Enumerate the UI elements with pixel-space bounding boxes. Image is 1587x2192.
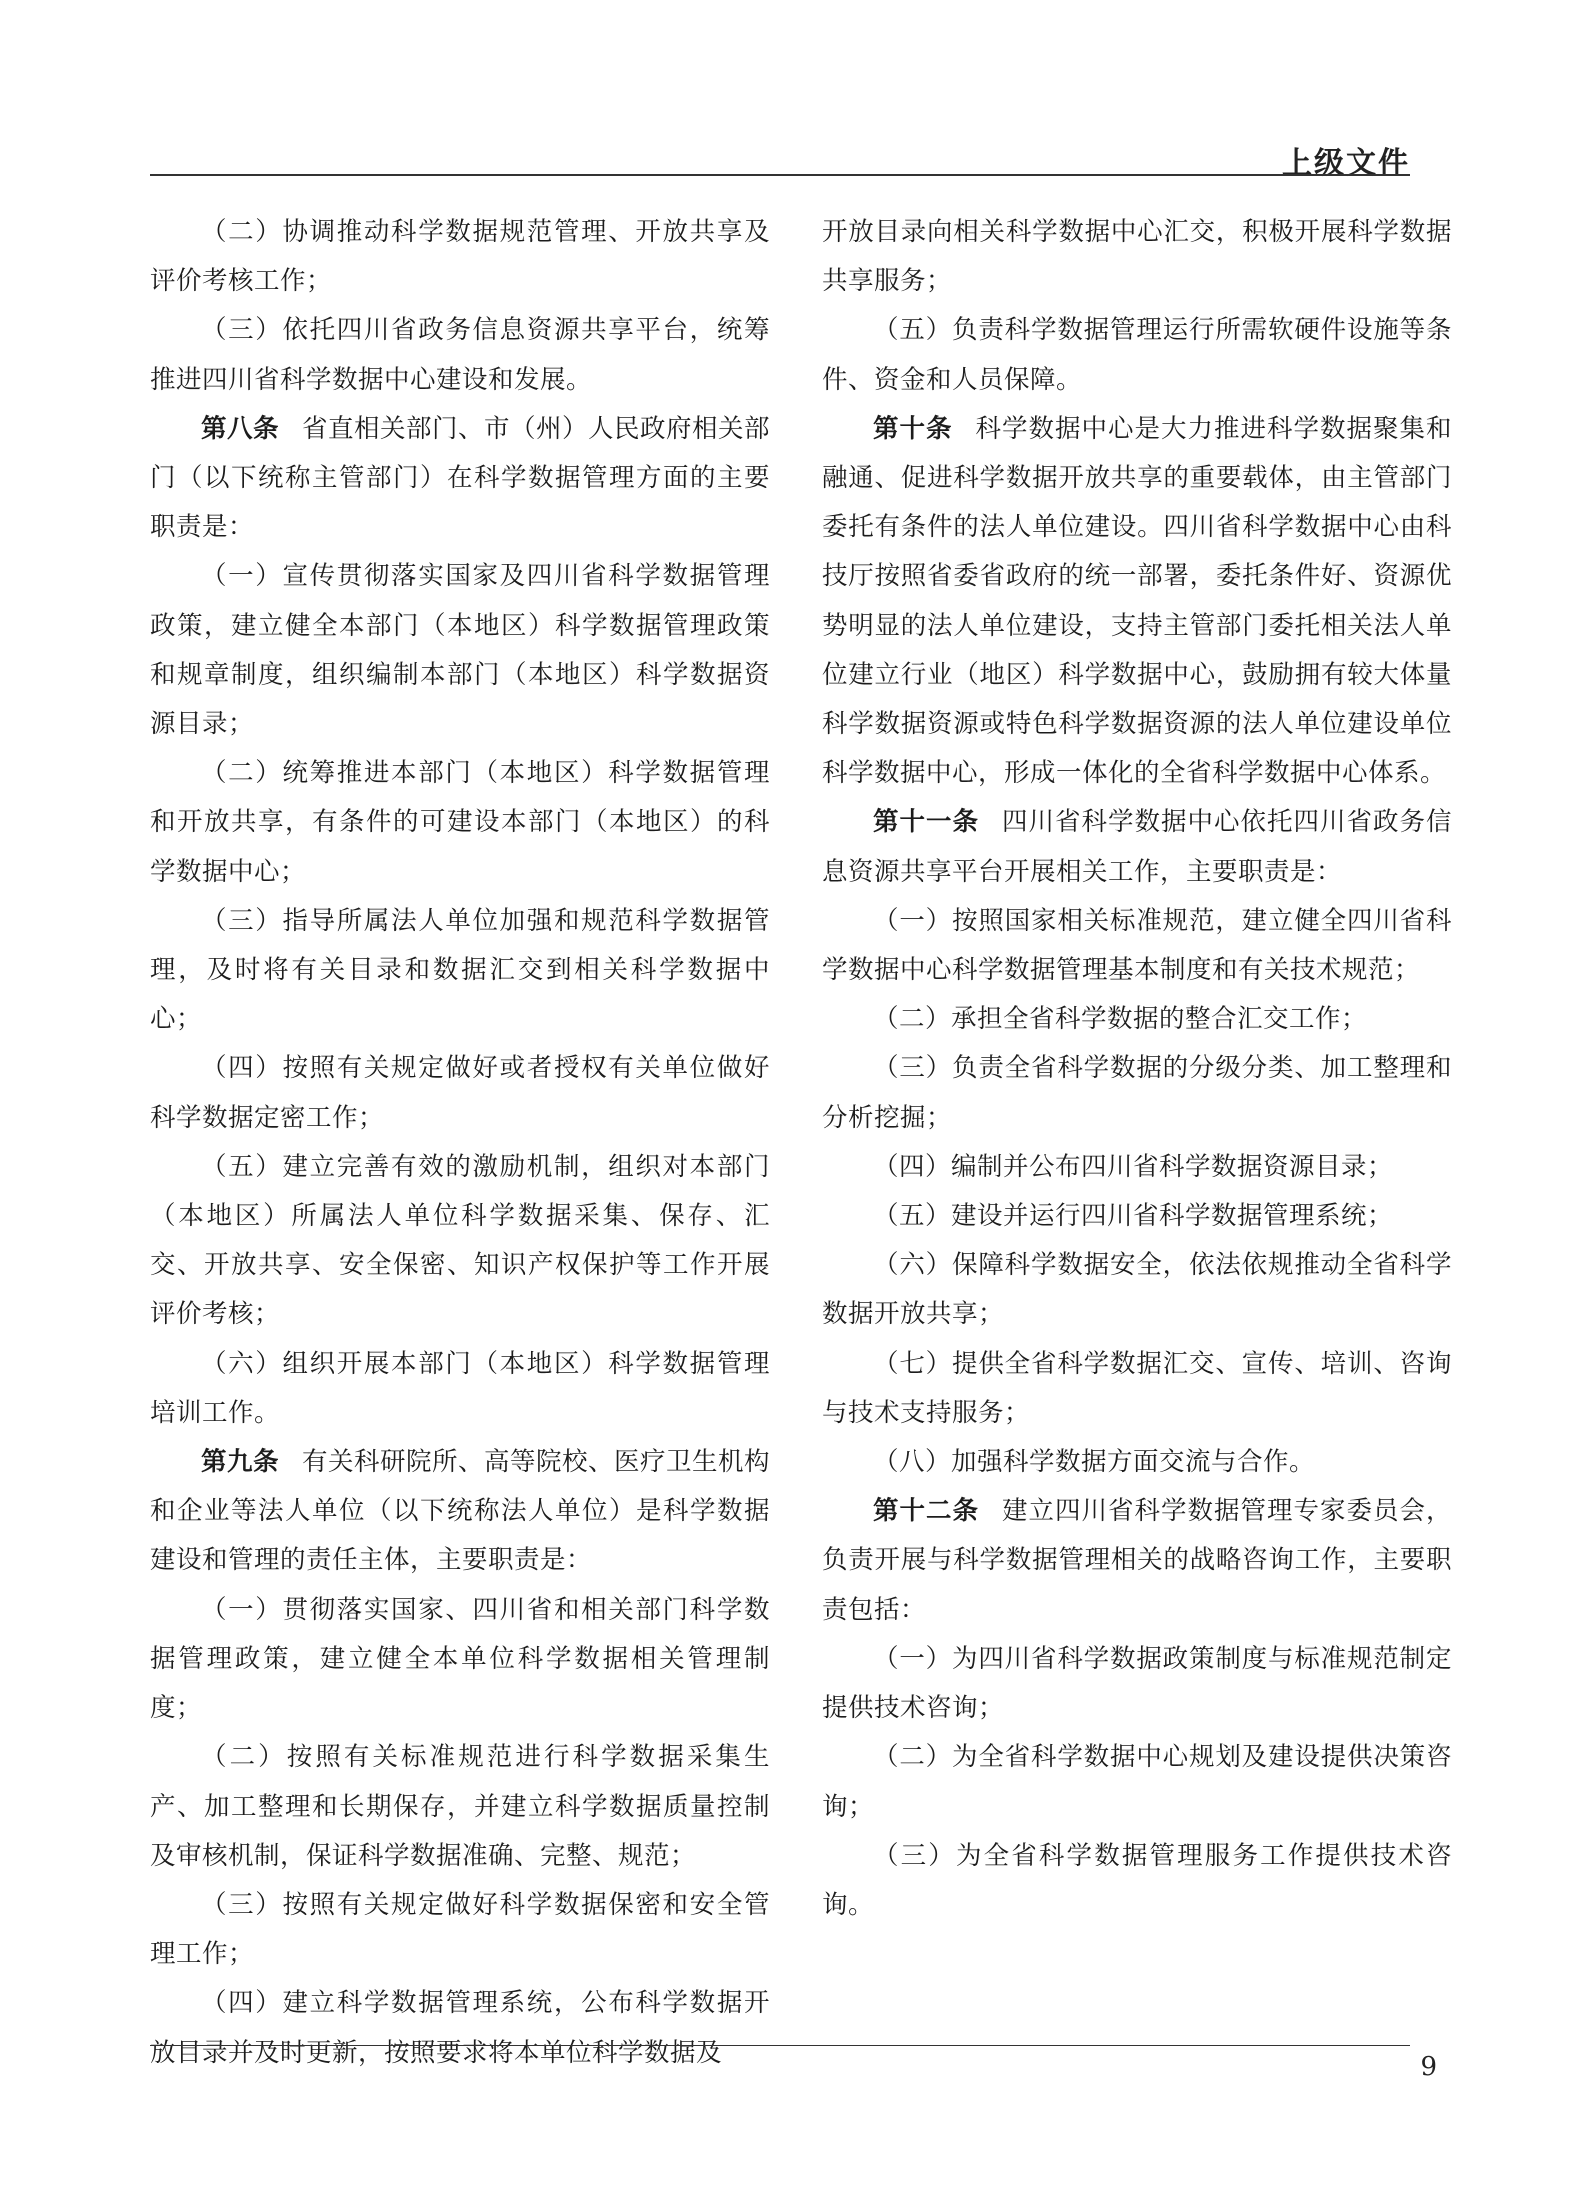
article-paragraph — [150, 1438, 770, 1586]
paragraph-text: （一）按照国家相关标准规范，建立健全四川省科学数据中心科学数据管理基本制度和有关技术规范； — [822, 905, 1452, 986]
paragraph-text: （二）为全省科学数据中心规划及建设提供决策咨询； — [822, 1742, 1452, 1822]
paragraph-text: （一）贯彻落实国家、四川省和相关部门科学数据管理政策，建立健全本单位科学数据相关管理制度； — [150, 1594, 770, 1724]
paragraph-text: （四）建立科学数据管理系统，公布科学数据开放目录并及时更新，按照要求将本单位科学数据及 — [150, 1988, 770, 2068]
section-title: 上级文件 — [1282, 146, 1410, 181]
paragraph-text: （六）保障科学数据安全，依法依规推动全省科学数据开放共享； — [822, 1250, 1452, 1330]
paragraph-text: （七）提供全省科学数据汇交、宣传、培训、咨询与技术支持服务； — [822, 1348, 1452, 1428]
paragraph-text: （二）协调推动科学数据规范管理、开放共享及评价考核工作； — [150, 217, 770, 297]
paragraph — [822, 1635, 1452, 1733]
paragraph — [150, 552, 770, 749]
article-label: 第十条 — [873, 413, 953, 444]
paragraph — [150, 306, 770, 404]
paragraph-text: （八）加强科学数据方面交流与合作。 — [873, 1447, 1316, 1478]
paragraph — [822, 306, 1452, 404]
article-label: 第九条 — [201, 1447, 280, 1478]
paragraph-text: 四川省科学数据中心依托四川省政务信息资源共享平台开展相关工作，主要职责是： — [822, 807, 1452, 887]
paragraph — [822, 1832, 1452, 1930]
paragraph — [822, 995, 1452, 1044]
paragraph — [822, 1044, 1452, 1142]
paragraph-text: （三）依托四川省政务信息资源共享平台，统筹推进四川省科学数据中心建设和发展。 — [150, 315, 770, 395]
paragraph-text: （三）为全省科学数据管理服务工作提供技术咨询。 — [822, 1840, 1452, 1920]
paragraph-text: （一）宣传贯彻落实国家及四川省科学数据管理政策，建立健全本部门（本地区）科学数据管理政策和规章制度，组织编制本部门（本地区）科学数据资源目录； — [150, 561, 770, 740]
paragraph-text: （四）编制并公布四川省科学数据资源目录； — [873, 1151, 1394, 1182]
paragraph-text: 省直相关部门、市（州）人民政府相关部门（以下统称主管部门）在科学数据管理方面的主要职责是： — [150, 413, 770, 543]
paragraph-text: （四）按照有关规定做好或者授权有关单位做好科学数据定密工作； — [150, 1053, 770, 1133]
paragraph — [822, 897, 1452, 995]
paragraph — [822, 1438, 1452, 1487]
right-text-column — [822, 208, 1452, 1930]
article-label: 第八条 — [201, 413, 280, 444]
article-paragraph — [150, 405, 770, 553]
paragraph — [150, 1044, 770, 1142]
left-text-column — [150, 208, 770, 2078]
paragraph — [150, 1733, 770, 1881]
paragraph-text: （五）建立完善有效的激励机制，组织对本部门（本地区）所属法人单位科学数据采集、保存、汇交、开放共享、安全保密、知识产权保护等工作开展评价考核； — [150, 1151, 770, 1330]
paragraph-text: 建立四川省科学数据管理专家委员会，负责开展与科学数据管理相关的战略咨询工作，主要职责包括： — [822, 1496, 1452, 1625]
paragraph-text: （三）指导所属法人单位加强和规范科学数据管理，及时将有关目录和数据汇交到相关科学数据中心； — [150, 905, 770, 1035]
article-label: 第十二条 — [873, 1496, 980, 1527]
paragraph-text: （六）组织开展本部门（本地区）科学数据管理培训工作。 — [150, 1348, 770, 1428]
paragraph-text: （三）按照有关规定做好科学数据保密和安全管理工作； — [150, 1889, 770, 1970]
paragraph-text: （五）负责科学数据管理运行所需软硬件设施等条件、资金和人员保障。 — [822, 315, 1452, 395]
paragraph — [822, 1241, 1452, 1339]
article-paragraph — [822, 1487, 1452, 1635]
paragraph-text: （二）统筹推进本部门（本地区）科学数据管理和开放共享，有条件的可建设本部门（本地区）的科学数据中心； — [150, 758, 770, 887]
article-paragraph — [822, 405, 1452, 799]
paragraph — [150, 1979, 770, 2077]
paragraph — [822, 208, 1452, 306]
paragraph — [150, 1143, 770, 1340]
paragraph — [822, 1340, 1452, 1438]
paragraph — [822, 1192, 1452, 1241]
paragraph — [150, 1586, 770, 1734]
paragraph — [150, 1881, 770, 1979]
page-number: 9 — [1420, 2052, 1437, 2082]
paragraph — [150, 897, 770, 1045]
paragraph — [150, 1340, 770, 1438]
paragraph — [150, 208, 770, 306]
paragraph-text: （三）负责全省科学数据的分级分类、加工整理和分析挖掘； — [822, 1053, 1452, 1133]
paragraph — [150, 749, 770, 897]
paragraph-text: 开放目录向相关科学数据中心汇交，积极开展科学数据共享服务； — [822, 217, 1452, 297]
paragraph — [822, 1733, 1452, 1831]
paragraph-text: （五）建设并运行四川省科学数据管理系统； — [873, 1201, 1394, 1232]
paragraph-text: （二）承担全省科学数据的整合汇交工作； — [873, 1004, 1368, 1035]
footer-divider — [150, 2045, 1410, 2046]
paragraph-text: （一）为四川省科学数据政策制度与标准规范制定提供技术咨询； — [822, 1643, 1452, 1724]
paragraph-text: （二）按照有关标准规范进行科学数据采集生产、加工整理和长期保存，并建立科学数据质量控制及审核机制，保证科学数据准确、完整、规范； — [150, 1742, 770, 1871]
paragraph — [822, 1143, 1452, 1192]
header-divider — [150, 174, 1410, 176]
paragraph-text: 科学数据中心是大力推进科学数据聚集和融通、促进科学数据开放共享的重要载体，由主管部门委托有条件的法人单位建设。四川省科学数据中心由科技厅按照省委省政府的统一部署，委托条件好、资源优势明显的法人单位建设，支持主管部门委托相关法人单位建立行业（地区）科学数据中心，鼓励拥有较大体量科学数据资源或特色科学数据资源的法人单位建设单位科学数据中心，形成一体化的全省科学数据中心体系。 — [822, 413, 1452, 789]
article-label: 第十一条 — [873, 807, 980, 838]
article-paragraph — [822, 798, 1452, 896]
paragraph-text: 有关科研院所、高等院校、医疗卫生机构和企业等法人单位（以下统称法人单位）是科学数据建设和管理的责任主体，主要职责是： — [150, 1447, 770, 1576]
